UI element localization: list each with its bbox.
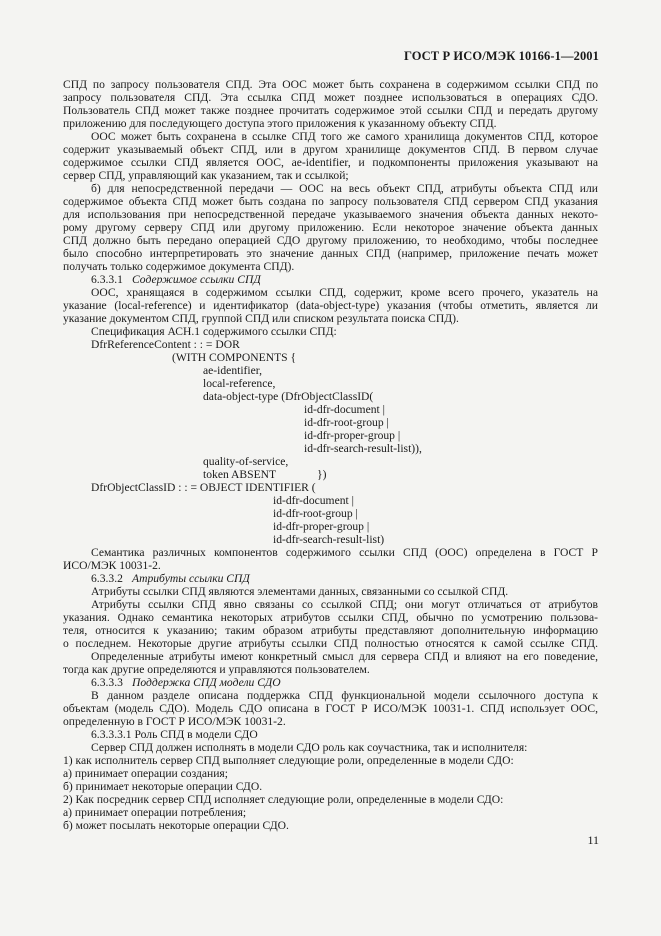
section-title: Атрибуты ссылки СПД (132, 572, 250, 585)
text-line: СПД должно быть передано операцией СДО другому приложению, то необходимо, чтобы последнее (63, 234, 598, 247)
text-line: содержимое объекта СПД может быть создана по запросу пользователя СПД сервером СПД указания (63, 195, 598, 208)
code-line: }) (317, 468, 327, 481)
section-title: Поддержка СПД модели СДО (132, 676, 281, 689)
list-item: б) может посылать некоторые операции СДО. (63, 819, 289, 832)
text-line: Сервер СПД должен исполнять в модели СДО роль как соучастника, так и исполнителя: (91, 741, 528, 754)
text-line: Определенные атрибуты имеют конкретный смысл для сервера СПД и влияют на его поведение, (91, 650, 598, 663)
text-line: Семантика различных компонентов содержимого ссылки СПД (ООС) определена в ГОСТ Р (91, 546, 598, 559)
list-item: 2) Как посредник сервер СПД исполняет следующие роли, определенные в модели СДО: (63, 793, 504, 806)
text-line: приложению для последующего доступа этого приложения к указанному объекту СПД. (63, 117, 497, 130)
list-item: б) принимает некоторые операции СДО. (63, 780, 263, 793)
text-line: сервер СПД, управляющий как указанием, так и ссылкой; (63, 169, 349, 182)
text-line: тогда как другие определяются и управляются пользователем. (63, 663, 370, 676)
code-line: DfrObjectClassID : : = OBJECT IDENTIFIER ( (91, 481, 316, 494)
text-line: было способно интерпретировать это значение данных СПД (например, приложение печать может (63, 247, 598, 260)
text-line: Пользователь СПД может также позднее прочитать содержимое этой ссылки СПД и передать другому (63, 104, 598, 117)
code-line: DfrReferenceContent : : = DOR (91, 338, 240, 351)
text-line: Атрибуты ссылки СПД являются элементами данных, связанными со ссылкой СПД. (91, 585, 509, 598)
section-title: Содержимое ссылки СПД (132, 273, 261, 286)
text-line: б) для непосредственной передачи — ООС на весь объект СПД, атрибуты объекта СПД или (91, 182, 598, 195)
text-line: рому другому серверу СПД или другому приложению. Если некоторое значение объекта данных (63, 221, 598, 234)
section-number: 6.3.3.1 (91, 273, 123, 286)
text-line: о последнем. Некоторые другие атрибуты ссылки СПД полностью относятся к самой ссылке СПД. (63, 637, 598, 650)
code-line: ae-identifier, (203, 364, 263, 377)
page-header: ГОСТ Р ИСО/МЭК 10166-1—2001 (403, 49, 599, 63)
text-line: определенную в ГОСТ Р ИСО/МЭК 10031-2. (63, 715, 286, 728)
list-item: 1) как исполнитель сервер СПД выполняет следующие роли, определенные в модели СДО: (63, 754, 514, 767)
text-line: ООС может быть сохранена в ссылке СПД того же самого хранилища документов СПД, которое (91, 130, 598, 143)
code-line: token ABSENT (203, 468, 277, 481)
text-line: содержимое ссылки СПД является ООС, ae-identifier, и подкомпоненты приложения указывают на (63, 156, 598, 169)
list-item: а) принимает операции потребления; (63, 806, 247, 819)
page-number: 11 (587, 833, 599, 847)
text-line: ООС, хранящаяся в содержимом ссылки СПД, содержит, кроме всего прочего, указатель на (91, 286, 598, 299)
text-line: теля, относится к указанию; таким образом атрибуты представляют дополнительную информацию (63, 624, 598, 637)
text-line: указания. Однако семантика некоторых атрибутов ссылки СПД, обычно по усмотрению пользова- (63, 611, 598, 624)
code-line: local-reference, (203, 377, 276, 390)
text-line: для использования при непосредственной передаче указываемого значения объекта данных некото- (63, 208, 598, 221)
code-line: id-dfr-proper-group | (304, 429, 401, 442)
list-item: а) принимает операции создания; (63, 767, 228, 780)
code-line: data-object-type (DfrObjectClassID( (203, 390, 374, 403)
text-line: указание документом СПД, группой СПД или списком результата поиска СПД). (63, 312, 459, 325)
text-line: указание (local-reference) и идентификатор (data-object-type) указания (чтобы отметить, является ли (63, 299, 598, 312)
section-number: 6.3.3.2 (91, 572, 123, 585)
code-line: id-dfr-document | (273, 494, 354, 507)
text-line: объектам (модель СДО). Модель СДО описана в ГОСТ Р ИСО/МЭК 10031-1. СПД использует ООС, (63, 702, 598, 715)
text-line: получать только содержимое документа СПД). (63, 260, 295, 273)
text-line: запросу пользователя СПД. Эта ссылка СПД может позднее использоваться в операциях СДО. (63, 91, 598, 104)
text-line: содержит указываемый объект СПД, или в другом хранилище документов СПД. В первом случае (63, 143, 598, 156)
subsection-heading: 6.3.3.3.1 Роль СПД в модели СДО (91, 728, 258, 741)
code-line: id-dfr-proper-group | (273, 520, 370, 533)
code-line: (WITH COMPONENTS { (172, 351, 297, 364)
text-line: Атрибуты ссылки СПД явно связаны со ссылкой СПД; они могут отличаться от атрибутов (91, 598, 598, 611)
code-line: quality-of-service, (203, 455, 289, 468)
section-number: 6.3.3.3 (91, 676, 123, 689)
text-line: ИСО/МЭК 10031-2. (63, 559, 161, 572)
text-line: В данном разделе описана поддержка СПД функциональной модели ссылочного доступа к (91, 689, 598, 702)
code-line: id-dfr-document | (304, 403, 385, 416)
text-line: Спецификация АСН.1 содержимого ссылки СПД: (91, 325, 337, 338)
code-line: id-dfr-root-group | (273, 507, 358, 520)
text-line: СПД по запросу пользователя СПД. Эта ООС может быть сохранена в содержимом ссылки СПД по (63, 78, 598, 91)
code-line: id-dfr-search-result-list) (273, 533, 385, 546)
code-line: id-dfr-root-group | (304, 416, 389, 429)
code-line: id-dfr-search-result-list)), (304, 442, 422, 455)
